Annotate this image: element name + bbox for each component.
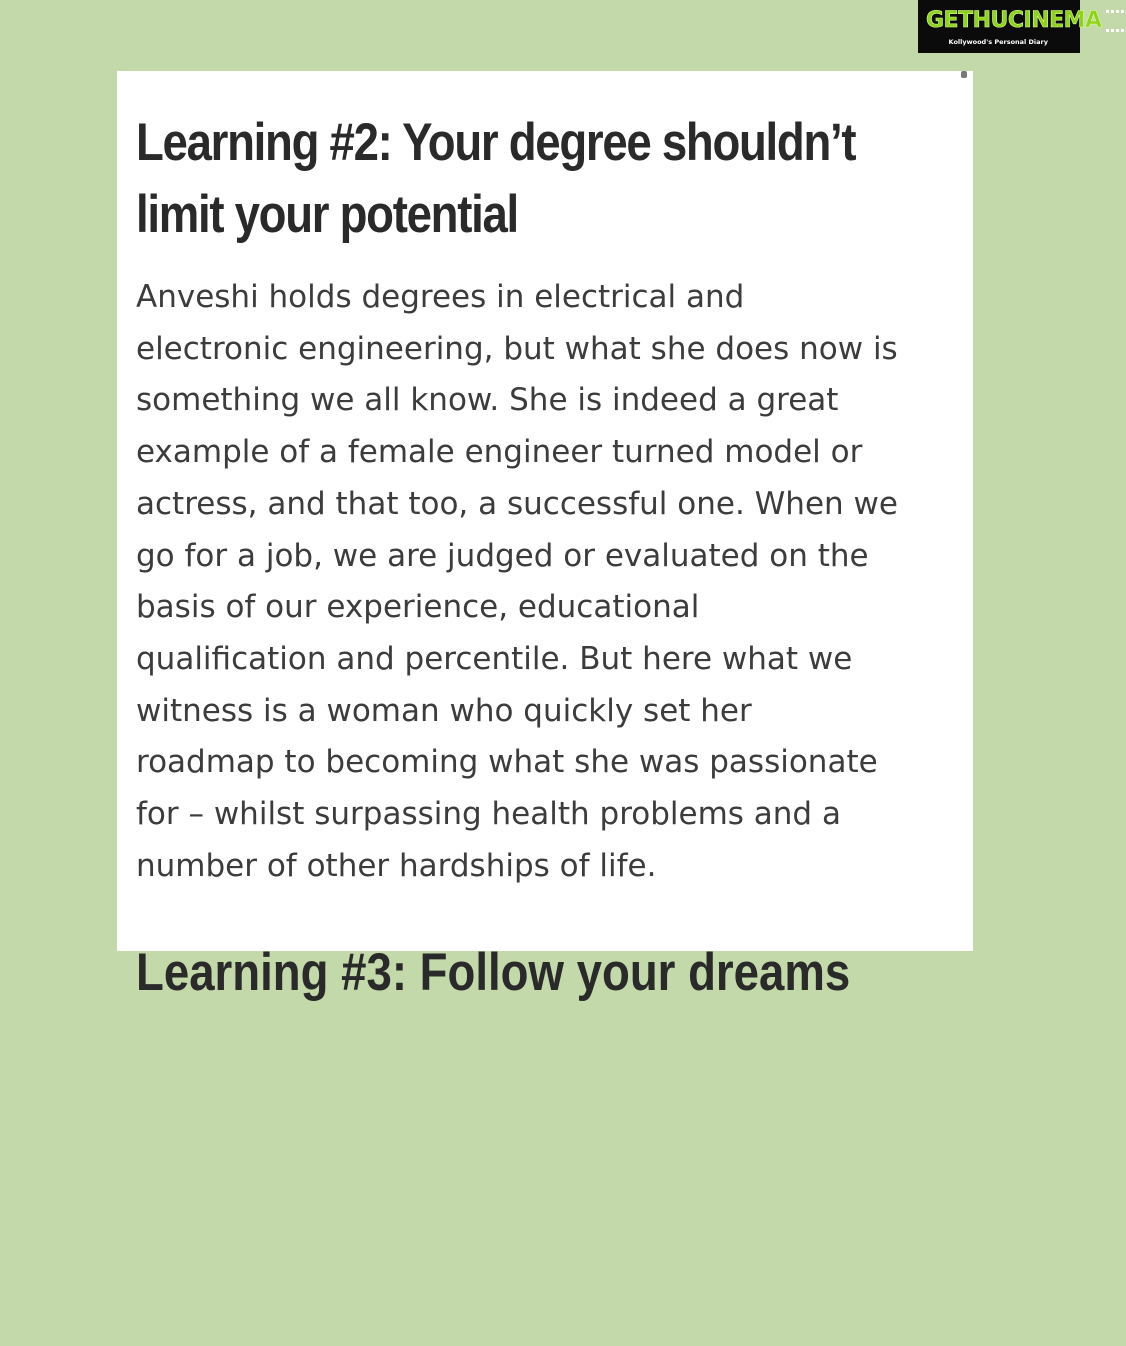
article-card: [117, 71, 973, 1002]
film-strip-icon: [1106, 10, 1126, 32]
body-line: basis of our experience, educational: [136, 589, 700, 626]
next-heading-cut-off: Learning #3: Follow your dreams: [136, 943, 851, 1002]
body-line: for – whilst surpassing health problems and a: [136, 796, 841, 833]
logo-tagline: Kollywood's Personal Diary: [948, 38, 1048, 46]
body-line: example of a female engineer turned model or: [136, 434, 863, 471]
article-heading: [136, 107, 936, 251]
scrollbar-thumb[interactable]: [961, 71, 967, 78]
gethucinema-logo: [918, 0, 1102, 53]
body-line: electronic engineering, but what she does now is: [136, 330, 898, 367]
logo-brand-part1: GETHU: [926, 8, 1008, 33]
logo-wordmark: [926, 5, 1102, 37]
article-body: [136, 272, 936, 892]
body-line: roadmap to becoming what she was passionate: [136, 744, 878, 781]
body-line: something we all know. She is indeed a great: [136, 382, 839, 419]
body-line: actress, and that too, a successful one. When we: [136, 485, 898, 522]
body-line: Anveshi holds degrees in electrical and: [136, 279, 745, 315]
heading-line: Learning #2: Your degree shouldn’t: [136, 113, 856, 172]
body-line: qualification and percentile. But here what we: [136, 640, 853, 677]
body-line: witness is a woman who quickly set her: [136, 692, 752, 729]
body-line: number of other hardships of life.: [136, 847, 657, 884]
body-line: go for a job, we are judged or evaluated on the: [136, 537, 869, 574]
logo-brand-part2: CINEMA: [1007, 8, 1102, 33]
heading-line: limit your potential: [136, 185, 518, 244]
